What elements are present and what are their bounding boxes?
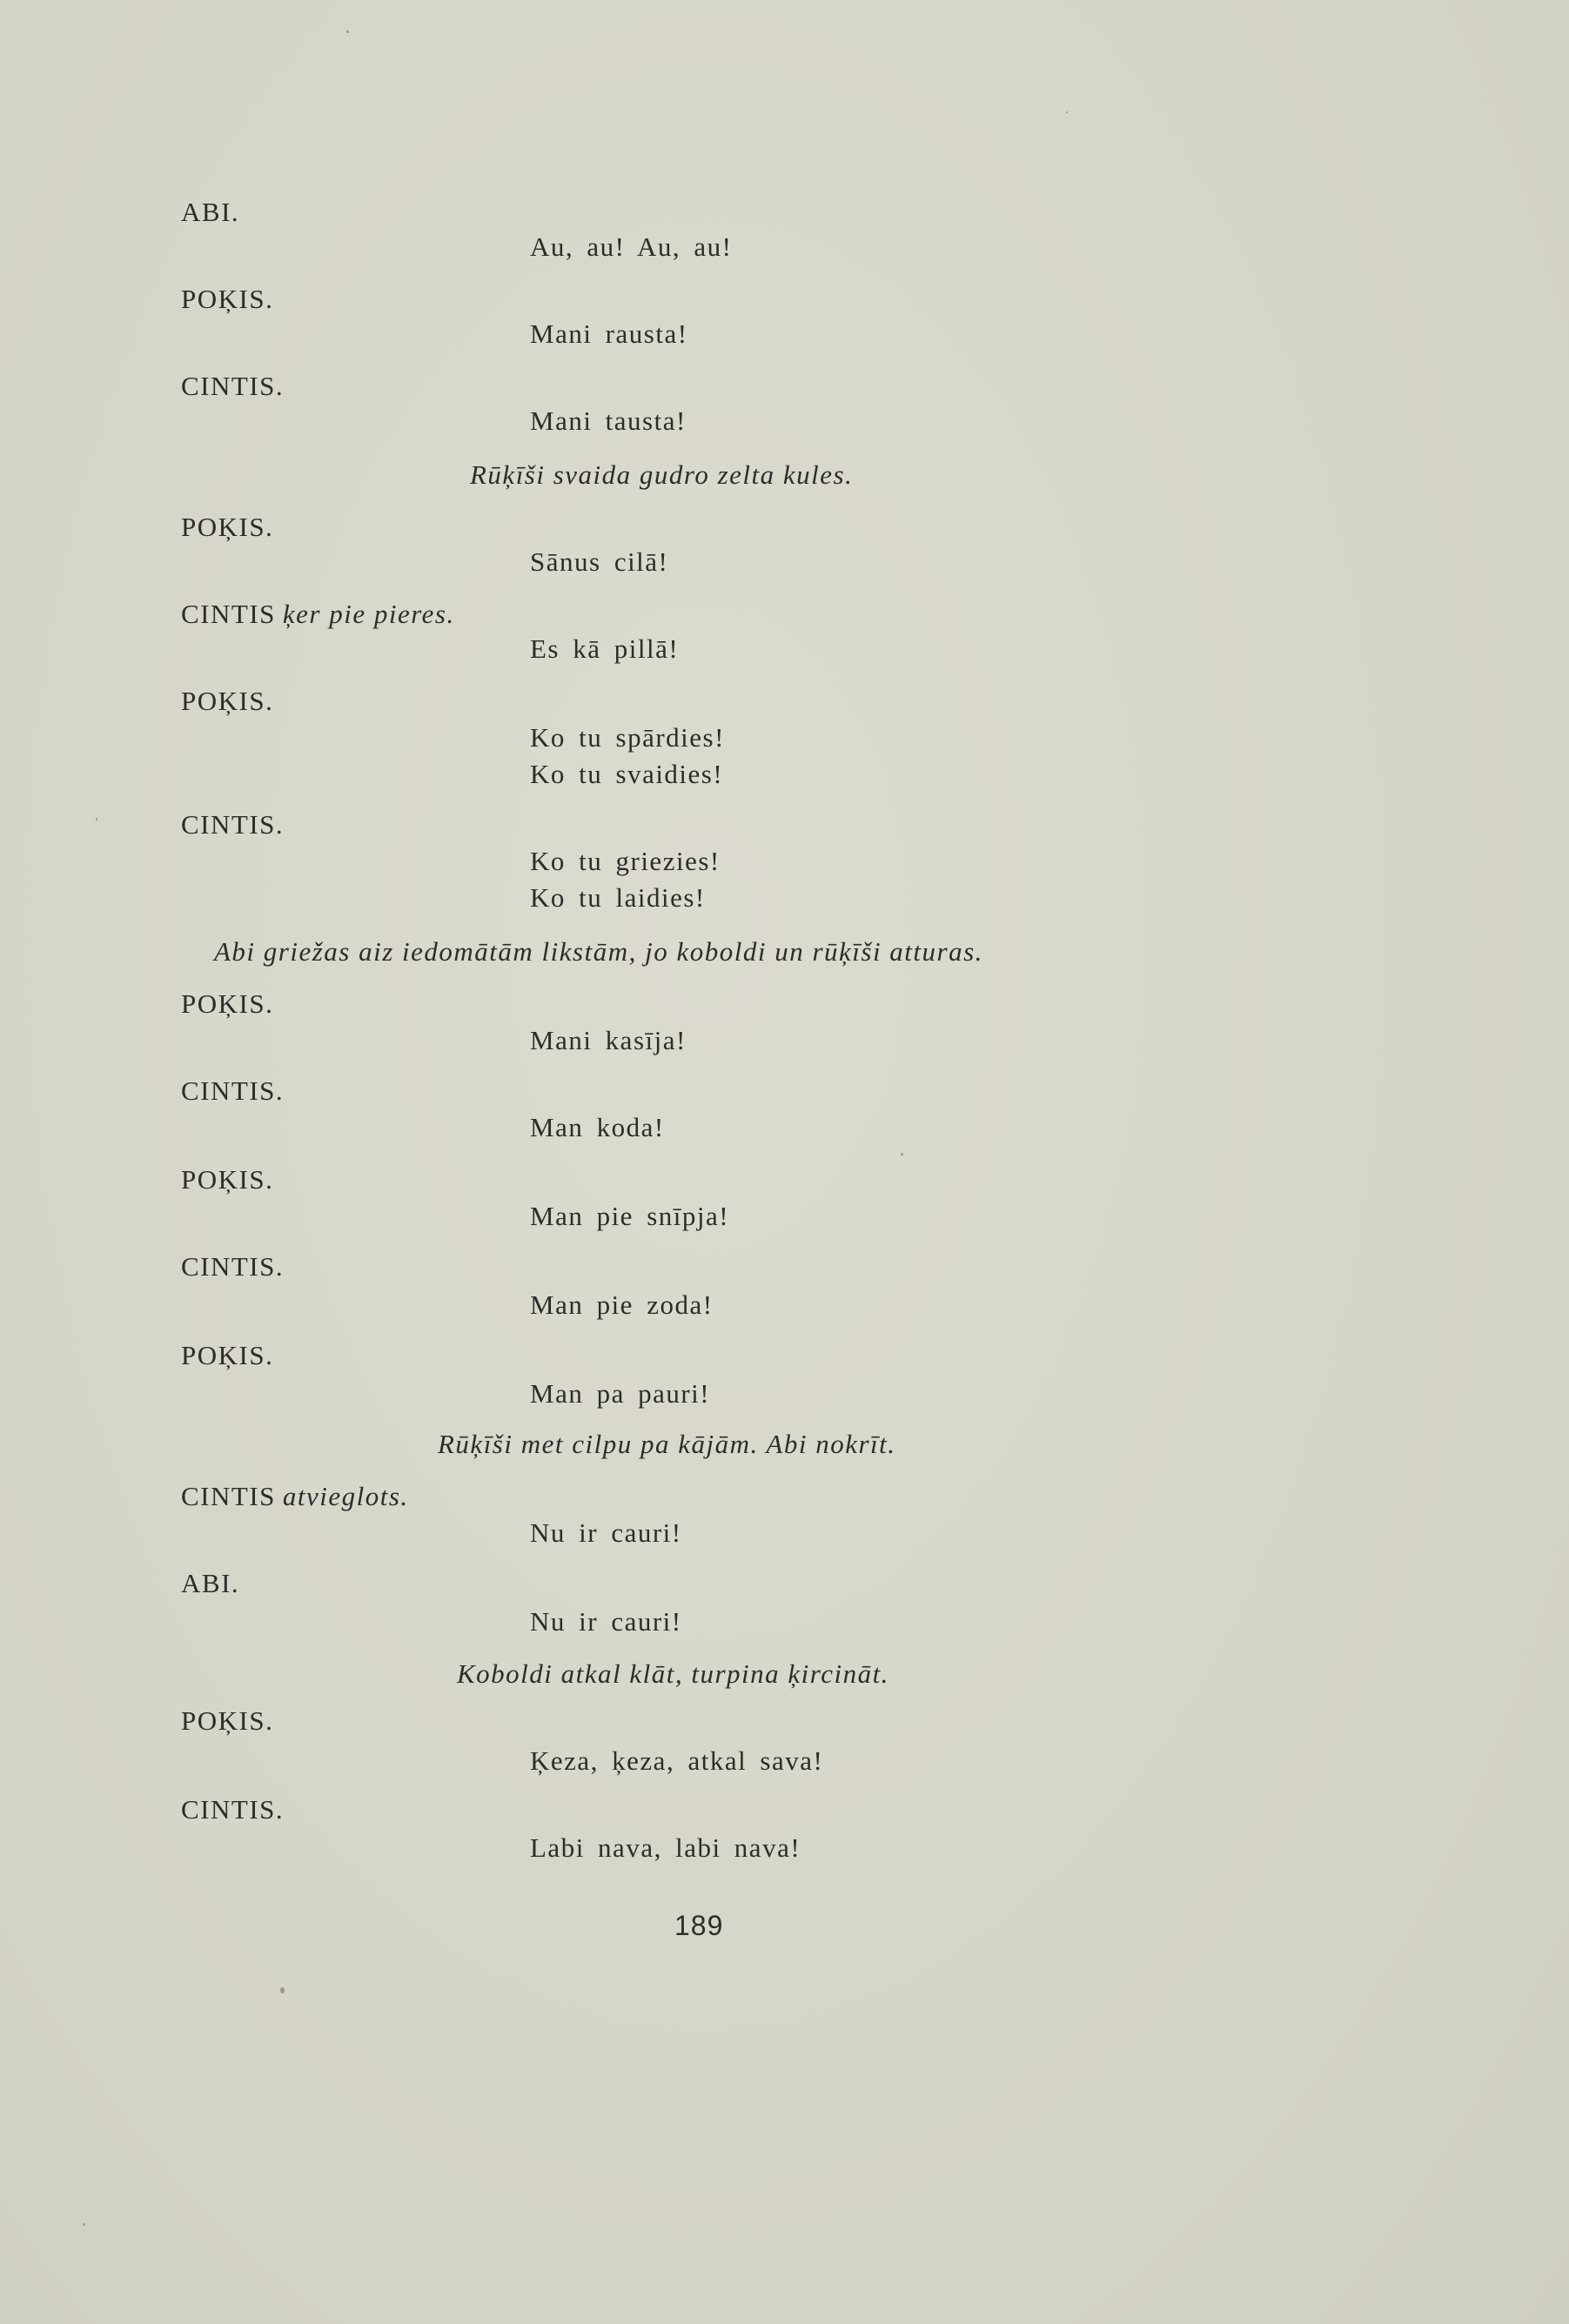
stage-direction: Abi griežas aiz iedomātām likstām, jo koboldi un rūķīši atturas. [214, 936, 983, 967]
speaker-label: CINTIS. [181, 371, 285, 401]
speaker-label: POĶIS. [181, 1340, 274, 1370]
speaker-direction: atvieglots. [282, 1481, 409, 1511]
paper-speck [280, 1987, 285, 1993]
stage-direction: Rūķīši svaida gudro zelta kules. [470, 459, 854, 490]
speaker-label: CINTIS. [181, 1075, 285, 1106]
speaker-label: POĶIS. [181, 988, 274, 1019]
speaker-label: ABI. [181, 1568, 240, 1598]
speaker-label: POĶIS. [181, 1164, 274, 1195]
speaker-label: CINTIS atvieglots. [181, 1481, 409, 1511]
paper-speck [901, 1153, 903, 1155]
speaker-label: CINTIS. [181, 809, 285, 840]
verse-line: Man pa pauri! [530, 1378, 711, 1409]
verse-line: Ko tu griezies! [530, 846, 721, 876]
speaker-label: CINTIS. [181, 1251, 285, 1282]
verse-line: Ķeza, ķeza, atkal sava! [530, 1745, 824, 1776]
paper-speck [346, 30, 349, 33]
verse-line: Ko tu spārdies! [530, 722, 725, 753]
stage-direction: Rūķīši met cilpu pa kājām. Abi nokrīt. [438, 1429, 896, 1459]
verse-line: Man pie zoda! [530, 1289, 714, 1320]
verse-line: Au, au! Au, au! [530, 231, 733, 262]
verse-line: Mani tausta! [530, 405, 687, 436]
paper-speck [1066, 111, 1068, 113]
paper-speck [83, 2223, 85, 2226]
verse-line: Es kā pillā! [530, 633, 680, 664]
verse-line: Man koda! [530, 1112, 665, 1142]
verse-line: Man pie snīpja! [530, 1201, 730, 1231]
stage-direction: Koboldi atkal klāt, turpina ķircināt. [457, 1658, 889, 1689]
verse-line: Ko tu laidies! [530, 882, 706, 913]
speaker-label: CINTIS ķer pie pieres. [181, 599, 455, 629]
verse-line: Nu ir cauri! [530, 1606, 682, 1637]
paper-speck [96, 818, 97, 820]
page-number: 189 [674, 1910, 724, 1941]
speaker-label: ABI. [181, 197, 240, 227]
verse-line: Labi nava, labi nava! [530, 1832, 801, 1863]
verse-line: Ko tu svaidies! [530, 759, 724, 789]
speaker-label: POĶIS. [181, 686, 274, 716]
verse-line: Mani kasīja! [530, 1025, 687, 1055]
speaker-direction: ķer pie pieres. [282, 599, 455, 629]
speaker-label: CINTIS. [181, 1794, 285, 1825]
verse-line: Nu ir cauri! [530, 1517, 682, 1548]
verse-line: Sānus cilā! [530, 546, 669, 577]
speaker-label: POĶIS. [181, 284, 274, 314]
speaker-label: POĶIS. [181, 512, 274, 542]
speaker-label: POĶIS. [181, 1705, 274, 1736]
verse-line: Mani rausta! [530, 318, 688, 349]
